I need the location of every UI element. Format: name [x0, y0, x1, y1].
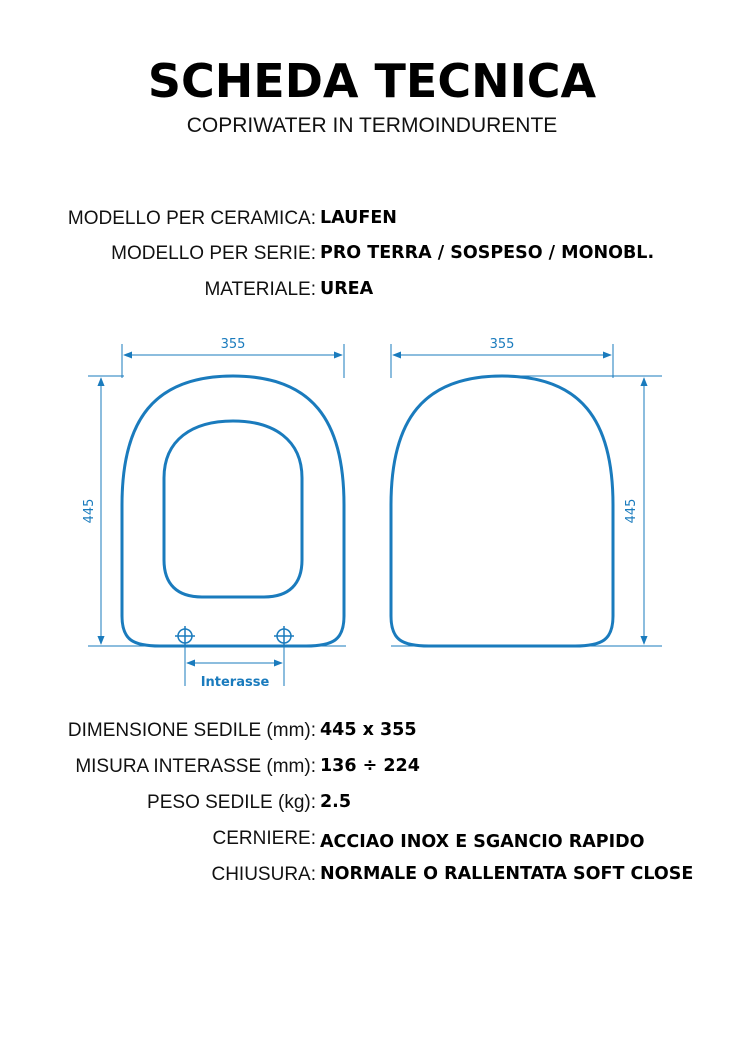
spec-value: PRO TERRA / SOSPESO / MONOBL.: [320, 243, 655, 263]
seat-opening: [164, 421, 302, 597]
spec-label: PESO SEDILE (kg):: [147, 792, 316, 813]
spec-value: 136 ÷ 224: [320, 756, 420, 776]
spec-row-materiale: [0, 279, 744, 309]
hinge-hole-right: [274, 626, 294, 646]
page-title: SCHEDA TECNICA: [147, 54, 597, 108]
spec-value: NORMALE O RALLENTATA SOFT CLOSE: [320, 864, 694, 884]
spec-label: MATERIALE:: [204, 279, 316, 300]
left-height-label: 445: [82, 498, 97, 524]
spec-value: 445 x 355: [320, 720, 417, 740]
spec-label: CHIUSURA:: [211, 864, 316, 885]
spec-label: MISURA INTERASSE (mm):: [75, 756, 316, 777]
spec-label: MODELLO PER SERIE:: [111, 243, 316, 264]
page-subtitle: COPRIWATER IN TERMOINDURENTE: [186, 114, 558, 137]
spec-value: ACCIAO INOX E SGANCIO RAPIDO: [320, 832, 645, 852]
spec-row-chiusura: [0, 864, 744, 894]
right-dimension-lines: [391, 344, 662, 646]
spec-row-peso: [0, 792, 744, 822]
spec-row-serie: [0, 243, 744, 273]
spec-row-cerniere: [0, 828, 744, 858]
hinge-hole-left: [175, 626, 195, 646]
spec-row-dimensione: [0, 720, 744, 750]
seat-technical-drawing: [0, 320, 744, 700]
right-width-label: 355: [489, 337, 515, 352]
spec-label: CERNIERE:: [212, 828, 316, 849]
seat-outline-left: [122, 376, 344, 646]
lid-outline-right: [391, 376, 613, 646]
right-height-label: 445: [624, 498, 639, 524]
spec-label: MODELLO PER CERAMICA:: [67, 208, 316, 229]
spec-value: UREA: [320, 279, 374, 299]
spec-value: LAUFEN: [320, 208, 397, 228]
spec-row-ceramica: [0, 208, 744, 238]
interasse-label: Interasse: [200, 675, 270, 690]
spec-row-interasse: [0, 756, 744, 786]
left-width-label: 355: [220, 337, 246, 352]
spec-label: DIMENSIONE SEDILE (mm):: [67, 720, 316, 741]
spec-value: 2.5: [320, 792, 352, 812]
